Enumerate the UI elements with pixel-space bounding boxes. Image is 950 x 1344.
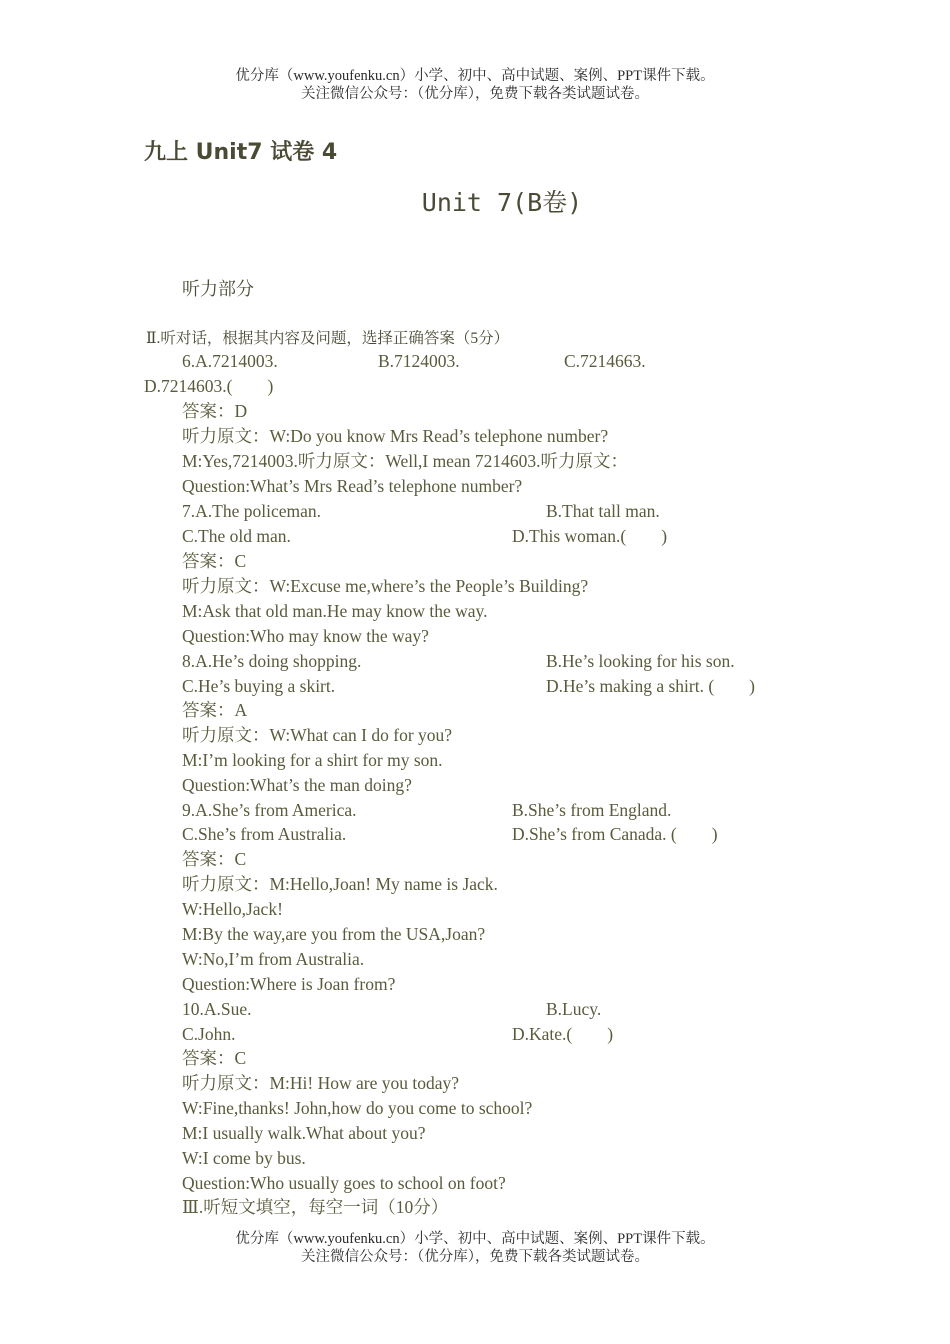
instruction-part-3: Ⅲ.听短文填空，每空一词（10分） bbox=[182, 1197, 449, 1217]
q9-script-line: W:No,I’m from Australia. bbox=[182, 949, 365, 969]
footer-line-1: 优分库（www.youfenku.cn）小学、初中、高中试题、案例、PPT课件下载。 bbox=[235, 1231, 715, 1247]
q9-answer: 答案：C bbox=[182, 849, 247, 869]
q10-option-b: B.Lucy. bbox=[546, 999, 602, 1019]
q8-script-line: M:I’m looking for a shirt for my son. bbox=[182, 750, 443, 770]
q6-script-line: M:Yes,7214003.听力原文：Well,I mean 7214603.听力原文： bbox=[182, 451, 628, 471]
q9-option-d: D.She’s from Canada. ( ) bbox=[512, 824, 718, 844]
q8-option-a: 8.A.He’s doing shopping. bbox=[182, 651, 362, 671]
q10-option-d: D.Kate.( ) bbox=[512, 1024, 614, 1044]
q7-script-line: 听力原文：W:Excuse me,where’s the People’s Building? bbox=[182, 576, 589, 596]
q10-answer: 答案：C bbox=[182, 1048, 247, 1068]
document-title: 九上 Unit7 试卷 4 bbox=[144, 140, 338, 165]
header-line-1: 优分库（www.youfenku.cn）小学、初中、高中试题、案例、PPT课件下载。 bbox=[235, 68, 715, 84]
page-header bbox=[0, 67, 950, 103]
q10-option-a: 10.A.Sue. bbox=[182, 999, 252, 1019]
q8-option-c: C.He’s buying a skirt. bbox=[182, 676, 336, 696]
q7-option-d: D.This woman.( ) bbox=[512, 526, 668, 546]
q9-option-a: 9.A.She’s from America. bbox=[182, 800, 357, 820]
q8-answer: 答案：A bbox=[182, 700, 248, 720]
header-line-2: 关注微信公众号：（优分库），免费下载各类试题试卷。 bbox=[301, 86, 649, 102]
q10-script-line: W:Fine,thanks! John,how do you come to school? bbox=[182, 1098, 533, 1118]
footer-line-2: 关注微信公众号：（优分库），免费下载各类试题试卷。 bbox=[301, 1249, 649, 1265]
q9-script-line: Question:Where is Joan from? bbox=[182, 974, 396, 994]
unit-title: Unit 7(B卷) bbox=[421, 188, 583, 217]
q9-option-c: C.She’s from Australia. bbox=[182, 824, 347, 844]
q7-option-a: 7.A.The policeman. bbox=[182, 501, 321, 521]
q10-script-line: W:I come by bus. bbox=[182, 1148, 306, 1168]
q9-script-line: 听力原文：M:Hello,Joan! My name is Jack. bbox=[182, 874, 498, 894]
q6-answer: 答案：D bbox=[182, 401, 248, 421]
q6-option-a: 6.A.7214003. bbox=[182, 351, 278, 371]
page-footer bbox=[0, 1230, 950, 1266]
q10-script-line: Question:Who usually goes to school on foot? bbox=[182, 1173, 506, 1193]
q9-script-line: W:Hello,Jack! bbox=[182, 899, 283, 919]
q6-option-c: C.7214663. bbox=[564, 351, 646, 371]
q10-option-c: C.John. bbox=[182, 1024, 236, 1044]
q9-option-b: B.She’s from England. bbox=[512, 800, 672, 820]
q6-option-d: D.7214603.( ) bbox=[144, 376, 274, 396]
q6-option-b: B.7124003. bbox=[378, 351, 460, 371]
q7-script-line: M:Ask that old man.He may know the way. bbox=[182, 601, 488, 621]
q10-script-line: 听力原文：M:Hi! How are you today? bbox=[182, 1073, 460, 1093]
q9-script-line: M:By the way,are you from the USA,Joan? bbox=[182, 924, 486, 944]
section-title: 听力部分 bbox=[182, 279, 254, 299]
q8-option-b: B.He’s looking for his son. bbox=[546, 651, 735, 671]
instruction-part-2: Ⅱ.听对话，根据其内容及问题，选择正确答案（5分） bbox=[146, 330, 510, 347]
q7-option-c: C.The old man. bbox=[182, 526, 291, 546]
q7-option-b: B.That tall man. bbox=[546, 501, 660, 521]
q8-option-d: D.He’s making a shirt. ( ) bbox=[546, 676, 755, 696]
q8-script-line: Question:What’s the man doing? bbox=[182, 775, 412, 795]
q10-script-line: M:I usually walk.What about you? bbox=[182, 1123, 426, 1143]
q7-script-line: Question:Who may know the way? bbox=[182, 626, 429, 646]
q7-answer: 答案：C bbox=[182, 551, 247, 571]
q6-script-line: 听力原文：W:Do you know Mrs Read’s telephone number? bbox=[182, 426, 609, 446]
q6-script-line: Question:What’s Mrs Read’s telephone number? bbox=[182, 476, 523, 496]
q8-script-line: 听力原文：W:What can I do for you? bbox=[182, 725, 453, 745]
